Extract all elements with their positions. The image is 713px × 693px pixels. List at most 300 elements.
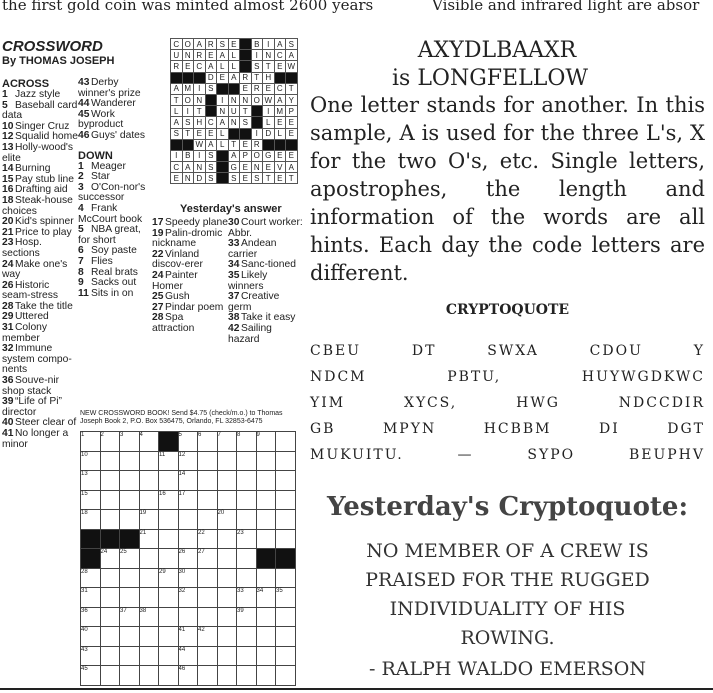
- grid-cell[interactable]: 44: [178, 646, 198, 666]
- grid-cell[interactable]: [276, 451, 296, 471]
- grid-cell[interactable]: 38: [139, 607, 159, 627]
- grid-cell[interactable]: [120, 471, 140, 491]
- answer-cell: S: [205, 162, 217, 173]
- clue-text: Holly-wood's elite: [2, 141, 74, 164]
- clue-number: 1: [2, 89, 8, 100]
- grid-cell[interactable]: 39: [237, 607, 257, 627]
- grid-cell[interactable]: [159, 471, 179, 491]
- grid-cell[interactable]: [217, 529, 237, 549]
- answer-cell: I: [194, 83, 206, 94]
- grid-cell[interactable]: [100, 451, 120, 471]
- grid-row: [81, 471, 296, 491]
- answer-cell: C: [171, 39, 183, 50]
- grid-cell[interactable]: 24: [100, 549, 120, 569]
- clue-item: [2, 281, 78, 302]
- grid-cell[interactable]: [256, 627, 276, 647]
- grid-cell[interactable]: [237, 471, 257, 491]
- grid-cell[interactable]: [237, 549, 257, 569]
- grid-cell[interactable]: [276, 607, 296, 627]
- answer-cell: A: [217, 50, 229, 61]
- answer-cell: E: [274, 117, 286, 128]
- grid-cell[interactable]: [276, 432, 296, 452]
- grid-cell[interactable]: 7: [217, 432, 237, 452]
- grid-cell[interactable]: [100, 510, 120, 530]
- previous-article-fragment: the first gold coin was minted almost 2600 years: [2, 0, 374, 14]
- grid-cell[interactable]: [217, 490, 237, 510]
- answer-row: [171, 83, 298, 94]
- grid-cell[interactable]: [120, 568, 140, 588]
- clue-item: [78, 204, 154, 225]
- clue-text: “Life of Pi” director: [2, 396, 62, 418]
- answer-cell: D: [194, 173, 206, 184]
- answer-cell: H: [263, 72, 275, 83]
- grid-cell[interactable]: [139, 568, 159, 588]
- answer-cell: L: [263, 117, 275, 128]
- grid-cell[interactable]: 45: [81, 666, 101, 686]
- clue-text: Steak-house choices: [2, 194, 73, 217]
- answer-cell: I: [171, 150, 183, 161]
- clue-text: Meager: [91, 160, 126, 172]
- grid-cell[interactable]: 21: [139, 529, 159, 549]
- grid-cell[interactable]: 20: [217, 510, 237, 530]
- answer-cell: A: [228, 72, 240, 83]
- answer-cell: [240, 50, 252, 61]
- clue-text: Sits in on: [91, 287, 134, 299]
- grid-cell[interactable]: [237, 646, 257, 666]
- grid-cell[interactable]: [159, 549, 179, 569]
- grid-cell[interactable]: 2: [100, 432, 120, 452]
- answer-row: [171, 173, 298, 184]
- grid-cell[interactable]: [237, 627, 257, 647]
- grid-cell[interactable]: 19: [139, 510, 159, 530]
- grid-cell[interactable]: [120, 490, 140, 510]
- grid-cell[interactable]: [198, 666, 218, 686]
- grid-cell[interactable]: [159, 588, 179, 608]
- crossword-book-promo: NEW CROSSWORD BOOK! Send $4.75 (check/m.o.) to Thomas Joseph Book 2, P.O. Box 536475, Orlando, FL 32853-6475: [80, 410, 283, 425]
- answer-cell: E: [274, 173, 286, 184]
- answer-cell: T: [182, 128, 194, 139]
- grid-cell[interactable]: [139, 646, 159, 666]
- clue-item: [228, 271, 304, 292]
- grid-cell[interactable]: 26: [178, 549, 198, 569]
- grid-cell[interactable]: 27: [198, 549, 218, 569]
- grid-cell[interactable]: [256, 529, 276, 549]
- grid-row: [81, 510, 296, 530]
- answer-cell: A: [286, 162, 298, 173]
- grid-cell[interactable]: 34: [256, 588, 276, 608]
- grid-cell[interactable]: [120, 646, 140, 666]
- answer-cell: [217, 83, 229, 94]
- grid-cell[interactable]: [256, 646, 276, 666]
- grid-cell[interactable]: 10: [81, 451, 101, 471]
- answer-row: [171, 72, 298, 83]
- answer-cell: B: [182, 150, 194, 161]
- cryptoquote-example-answer: is LONGFELLOW: [392, 66, 588, 91]
- answer-cell: N: [194, 94, 206, 105]
- clue-item: [78, 183, 154, 204]
- grid-cell[interactable]: [100, 588, 120, 608]
- answer-row: [171, 61, 298, 72]
- answer-cell: L: [217, 128, 229, 139]
- grid-cell[interactable]: [217, 471, 237, 491]
- answer-cell: A: [217, 117, 229, 128]
- grid-cell[interactable]: 33: [237, 588, 257, 608]
- clue-item: [2, 196, 78, 217]
- grid-cell[interactable]: [100, 627, 120, 647]
- answer-cell: T: [194, 106, 206, 117]
- grid-cell[interactable]: [178, 510, 198, 530]
- grid-cell[interactable]: 3: [120, 432, 140, 452]
- yesterday-cryptoquote-text: [320, 537, 695, 653]
- clue-number: 21: [2, 226, 14, 238]
- grid-cell[interactable]: 1: [81, 432, 101, 452]
- grid-cell[interactable]: [256, 510, 276, 530]
- answer-cell: E: [228, 39, 240, 50]
- clue-text: Spa attraction: [152, 312, 195, 334]
- yesterday-quote-line: ROWING.: [460, 627, 555, 649]
- grid-cell[interactable]: [139, 471, 159, 491]
- grid-cell[interactable]: [100, 666, 120, 686]
- answer-cell: N: [182, 50, 194, 61]
- clue-text: Take the title: [15, 300, 73, 312]
- clue-number: 28: [2, 300, 14, 312]
- grid-cell[interactable]: [237, 568, 257, 588]
- answer-cell: E: [205, 128, 217, 139]
- clue-text: Souve-nir shop stack: [2, 375, 60, 397]
- grid-cell[interactable]: [276, 510, 296, 530]
- grid-cell[interactable]: 5: [178, 432, 198, 452]
- cryptoquote-line: CBEU DT SWXA CDOU Y: [310, 343, 705, 359]
- answer-cell: A: [205, 139, 217, 150]
- answer-cell: R: [194, 50, 206, 61]
- grid-row: [81, 627, 296, 647]
- clue-item: [78, 162, 154, 173]
- answer-cell: T: [171, 94, 183, 105]
- grid-cell[interactable]: [198, 490, 218, 510]
- clue-text: Price to play: [15, 226, 72, 238]
- grid-cell[interactable]: 15: [81, 490, 101, 510]
- grid-cell[interactable]: [217, 451, 237, 471]
- grid-cell[interactable]: [198, 568, 218, 588]
- answer-cell: P: [240, 150, 252, 161]
- answer-cell: L: [228, 61, 240, 72]
- grid-cell[interactable]: [159, 666, 179, 686]
- clue-text: Colony member: [2, 322, 48, 344]
- grid-cell[interactable]: [100, 607, 120, 627]
- grid-cell[interactable]: 41: [178, 627, 198, 647]
- grid-cell[interactable]: [198, 451, 218, 471]
- answer-cell: U: [171, 50, 183, 61]
- clue-number: 8: [78, 266, 84, 278]
- answer-cell: P: [286, 106, 298, 117]
- cryptoquote-line: YIM XYCS, HWG NDCCDIR: [310, 395, 705, 411]
- grid-cell[interactable]: [139, 451, 159, 471]
- grid-cell[interactable]: [178, 607, 198, 627]
- clue-item: [152, 303, 228, 314]
- grid-cell[interactable]: [256, 490, 276, 510]
- yesterday-answer-grid: [170, 38, 298, 184]
- grid-cell[interactable]: [276, 529, 296, 549]
- clue-number: 12: [2, 131, 14, 143]
- answer-row: [171, 128, 298, 139]
- grid-cell[interactable]: [198, 471, 218, 491]
- grid-cell[interactable]: 6: [198, 432, 218, 452]
- grid-cell[interactable]: 29: [159, 568, 179, 588]
- clue-item: [228, 292, 304, 313]
- answer-cell: E: [286, 117, 298, 128]
- grid-cell[interactable]: [198, 510, 218, 530]
- clue-text: Likely winners: [228, 269, 268, 292]
- clue-number: 40: [2, 417, 14, 429]
- grid-cell[interactable]: 37: [120, 607, 140, 627]
- grid-cell[interactable]: [276, 490, 296, 510]
- grid-cell[interactable]: [198, 646, 218, 666]
- crossword-grid: [80, 431, 296, 686]
- clue-text: Painter Homer: [152, 269, 198, 292]
- grid-cell[interactable]: [256, 568, 276, 588]
- answer-cell: N: [228, 94, 240, 105]
- grid-cell[interactable]: 25: [120, 549, 140, 569]
- grid-cell[interactable]: [159, 529, 179, 549]
- grid-cell[interactable]: [120, 510, 140, 530]
- answer-row: [171, 50, 298, 61]
- clue-text: Star: [91, 171, 110, 183]
- grid-cell[interactable]: [237, 666, 257, 686]
- down-clue-list-2: [152, 218, 228, 335]
- grid-cell[interactable]: [120, 588, 140, 608]
- grid-cell[interactable]: 4: [139, 432, 159, 452]
- clue-text: Hosp. sections: [2, 237, 42, 259]
- grid-cell[interactable]: [159, 627, 179, 647]
- clue-number: 46: [78, 129, 90, 141]
- grid-cell[interactable]: [159, 607, 179, 627]
- answer-cell: B: [251, 39, 263, 50]
- grid-cell[interactable]: 17: [178, 490, 198, 510]
- answer-cell: E: [286, 128, 298, 139]
- clue-text: Vinland discov-erer: [152, 248, 203, 271]
- answer-cell: D: [263, 128, 275, 139]
- answer-cell: A: [205, 61, 217, 72]
- grid-cell[interactable]: [139, 666, 159, 686]
- answer-cell: C: [205, 117, 217, 128]
- clue-number: 17: [152, 217, 164, 228]
- clue-text: O'Con-nor's successor: [78, 181, 146, 204]
- answer-row: [171, 150, 298, 161]
- yesterday-quote-line: PRAISED FOR THE RUGGED: [365, 569, 650, 591]
- grid-cell[interactable]: [217, 666, 237, 686]
- clue-item: [152, 271, 228, 292]
- clue-number: 37: [228, 291, 240, 303]
- crossword-title: CROSSWORD: [2, 38, 103, 55]
- grid-cell[interactable]: 40: [81, 627, 101, 647]
- across-clue-list: [2, 90, 78, 450]
- grid-cell[interactable]: [100, 490, 120, 510]
- answer-cell: W: [264, 95, 273, 105]
- answer-cell: S: [251, 173, 263, 184]
- grid-cell[interactable]: [276, 568, 296, 588]
- grid-cell[interactable]: 35: [276, 588, 296, 608]
- grid-cell[interactable]: 42: [198, 627, 218, 647]
- answer-cell: C: [171, 162, 183, 173]
- grid-cell[interactable]: [217, 568, 237, 588]
- grid-cell[interactable]: 8: [237, 432, 257, 452]
- grid-cell[interactable]: 9: [256, 432, 276, 452]
- clue-text: Derby winner's prize: [78, 77, 141, 99]
- answer-cell: [217, 162, 229, 173]
- clue-text: Drafting aid: [15, 184, 68, 196]
- answer-cell: N: [251, 162, 263, 173]
- clue-text: Burning: [15, 163, 51, 175]
- grid-cell[interactable]: 30: [178, 568, 198, 588]
- grid-cell[interactable]: 14: [178, 471, 198, 491]
- answer-row: [171, 39, 298, 50]
- cryptoquote-puzzle: [310, 338, 705, 468]
- grid-cell[interactable]: 32: [178, 588, 198, 608]
- grid-cell[interactable]: [256, 451, 276, 471]
- grid-cell[interactable]: [139, 490, 159, 510]
- clue-number: 13: [2, 141, 14, 153]
- clue-number: 1: [78, 160, 84, 172]
- clue-text: Court worker: Abbr.: [228, 217, 303, 239]
- cryptoquote-line: GB MPYN HCBBM DI DGT: [310, 421, 705, 437]
- grid-cell[interactable]: 12: [178, 451, 198, 471]
- clue-number: 31: [2, 322, 14, 334]
- grid-cell[interactable]: 36: [81, 607, 101, 627]
- grid-cell[interactable]: 16: [159, 490, 179, 510]
- clue-number: 16: [2, 184, 14, 196]
- answer-cell: A: [182, 162, 194, 173]
- grid-cell[interactable]: 46: [178, 666, 198, 686]
- grid-cell[interactable]: [217, 607, 237, 627]
- clue-number: 38: [228, 312, 240, 324]
- grid-cell[interactable]: [120, 627, 140, 647]
- grid-cell[interactable]: [217, 588, 237, 608]
- grid-row: [81, 568, 296, 588]
- clue-text: Gush: [165, 291, 190, 303]
- clue-number: 5: [78, 224, 84, 236]
- grid-cell: [276, 549, 296, 569]
- grid-cell[interactable]: [276, 646, 296, 666]
- grid-cell[interactable]: 43: [81, 646, 101, 666]
- clue-text: Baseball card data: [2, 99, 78, 122]
- clue-number: 30: [228, 217, 240, 228]
- answer-cell: M: [274, 106, 286, 117]
- grid-cell[interactable]: 11: [159, 451, 179, 471]
- grid-cell[interactable]: 23: [237, 529, 257, 549]
- grid-cell[interactable]: [139, 549, 159, 569]
- answer-cell: E: [263, 83, 275, 94]
- answer-cell: E: [240, 173, 252, 184]
- answer-cell: [228, 83, 240, 94]
- clue-number: 10: [2, 120, 14, 132]
- clue-number: 33: [228, 238, 240, 250]
- grid-cell[interactable]: [100, 646, 120, 666]
- grid-cell[interactable]: [198, 588, 218, 608]
- answer-cell: I: [263, 106, 275, 117]
- grid-cell[interactable]: [217, 627, 237, 647]
- answer-cell: O: [182, 39, 194, 50]
- down-heading: DOWN: [78, 149, 113, 162]
- grid-cell[interactable]: 18: [81, 510, 101, 530]
- grid-row: [81, 549, 296, 569]
- grid-cell[interactable]: 28: [81, 568, 101, 588]
- grid-cell[interactable]: [139, 588, 159, 608]
- grid-cell[interactable]: [217, 549, 237, 569]
- grid-cell[interactable]: [198, 607, 218, 627]
- answer-cell: I: [217, 94, 229, 105]
- grid-cell[interactable]: [139, 627, 159, 647]
- answer-cell: U: [228, 106, 240, 117]
- clue-text: Immune system compo-nents: [2, 343, 72, 376]
- clue-text: Sanc-tioned: [241, 259, 296, 271]
- grid-cell[interactable]: [237, 451, 257, 471]
- answer-cell: E: [205, 50, 217, 61]
- grid-cell[interactable]: 13: [81, 471, 101, 491]
- clue-number: 35: [228, 269, 240, 281]
- clue-number: 5: [2, 99, 8, 111]
- clue-text: Real brats: [91, 266, 138, 278]
- clue-item: [2, 376, 78, 397]
- grid-cell[interactable]: 31: [81, 588, 101, 608]
- yesterday-answer-label: Yesterday's answer: [180, 203, 282, 215]
- answer-cell: T: [286, 173, 298, 184]
- grid-cell[interactable]: [100, 568, 120, 588]
- grid-cell[interactable]: [159, 646, 179, 666]
- grid-cell[interactable]: [120, 451, 140, 471]
- clue-text: NBA great, for short: [78, 224, 141, 246]
- clue-text: Wanderer: [91, 98, 136, 110]
- answer-cell: E: [274, 150, 286, 161]
- answer-cell: [274, 72, 286, 83]
- grid-cell[interactable]: [159, 510, 179, 530]
- answer-cell: [182, 139, 194, 150]
- answer-cell: A: [171, 117, 183, 128]
- clue-number: 41: [2, 428, 14, 439]
- answer-cell: [171, 139, 183, 150]
- grid-cell: [256, 549, 276, 569]
- across-clue-list-continued: [78, 78, 154, 142]
- grid-cell[interactable]: [178, 529, 198, 549]
- clue-text: Palin-dromic nickname: [152, 227, 223, 250]
- answer-cell: W: [195, 140, 204, 150]
- clue-number: 3: [78, 181, 84, 193]
- grid-cell[interactable]: [276, 666, 296, 686]
- down-clue-list-3: [228, 218, 304, 345]
- clue-text: Pindar poem: [165, 301, 224, 313]
- clue-text: Make one's way: [2, 258, 68, 281]
- clue-item: [228, 218, 304, 239]
- grid-cell[interactable]: [276, 627, 296, 647]
- grid-cell[interactable]: [256, 607, 276, 627]
- crossword-byline: By THOMAS JOSEPH: [2, 55, 115, 67]
- grid-cell[interactable]: [237, 490, 257, 510]
- grid-cell[interactable]: [217, 646, 237, 666]
- clue-text: Pay stub line: [15, 173, 74, 185]
- grid-cell[interactable]: [276, 471, 296, 491]
- answer-cell: O: [251, 150, 263, 161]
- grid-cell[interactable]: [237, 510, 257, 530]
- clue-number: 34: [228, 259, 240, 271]
- grid-cell[interactable]: [256, 666, 276, 686]
- clue-item: [228, 239, 304, 260]
- grid-cell[interactable]: 22: [198, 529, 218, 549]
- clue-text: Kid's spinner: [15, 216, 74, 228]
- clue-text: Speedy plane: [165, 217, 228, 228]
- grid-cell[interactable]: [120, 666, 140, 686]
- bottom-rule: [0, 688, 713, 690]
- grid-cell[interactable]: [256, 471, 276, 491]
- grid-cell[interactable]: [100, 471, 120, 491]
